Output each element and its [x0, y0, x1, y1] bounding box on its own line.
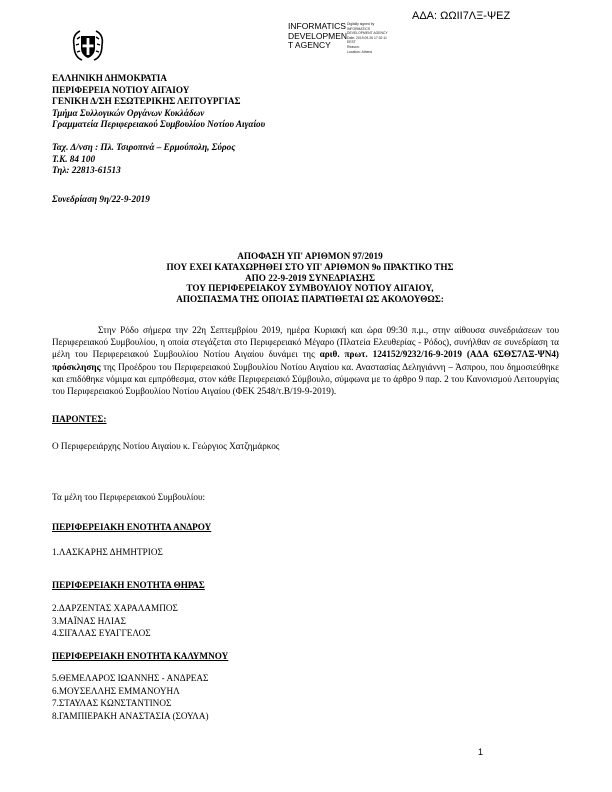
governor-line: Ο Περιφερειάρχης Νοτίου Αιγαίου κ. Γεώργιος Χατζημάρκος [52, 441, 280, 451]
address-block [52, 142, 235, 177]
list-item: 8.ΓΑΜΠΙΕΡΑΚΗ ΑΝΑΣΤΑΣΙΑ (ΣΟΥΛΑ) [52, 710, 209, 721]
header-directorate: ΓΕΝΙΚΗ Δ/ΣΗ ΕΣΩΤΕΡΙΚΗΣ ΛΕΙΤΟΥΡΓΙΑΣ [52, 96, 241, 107]
header-region: ΠΕΡΙΦΕΡΕΙΑ ΝΟΤΙΟΥ ΑΙΓΑΙΟΥ [52, 84, 190, 95]
list-item: 4.ΣΙΓΑΛΑΣ ΕΥΑΓΓΕΛΟΣ [52, 628, 151, 639]
list-item: 2.ΔΑΡΖΕΝΤΑΣ ΧΑΡΑΛΑΜΠΟΣ [52, 603, 178, 613]
section-heading-kalymnos: ΠΕΡΙΦΕΡΕΙΑΚΗ ΕΝΟΤΗΤΑ ΚΑΛΥΜΝΟΥ [52, 651, 229, 661]
member-list-kalymnos [52, 672, 209, 722]
address-phone: Τηλ: 22813-61513 [52, 165, 121, 176]
section-heading-andros: ΠΕΡΙΦΕΡΕΙΑΚΗ ΕΝΟΤΗΤΑ ΑΝΔΡΟΥ [52, 522, 212, 532]
present-label: ΠΑΡΟΝΤΕΣ: [52, 414, 107, 424]
digital-signature-block: Digitally signed by INFORMATICS DEVELOPMENT AGENCY Date: 2019.09.26 17:32:11 EEST Reason: Location: Athens [347, 22, 388, 54]
member-list-andros [52, 546, 163, 559]
decision-title: ΑΠΟΦΑΣΗ ΥΠ' ΑΡΙΘΜΟΝ 97/2019 ΠΟΥ ΕΧΕΙ ΚΑΤΑΧΩΡΗΘΕΙ ΣΤΟ ΥΠ' ΑΡΙΘΜΟΝ 9ο ΠΡΑΚΤΙΚΟ ΤΗΣ ΑΠΟ 22-9-2019 ΣΥΝΕΔΡΙΑΣΗΣ ΤΟΥ ΠΕΡΙΦΕΡΕΙΑΚΟΥ ΣΥΜΒΟΥΛΙΟΥ ΝΟΤΙΟΥ ΑΙΓΑΙΟΥ, ΑΠΟΣΠΑΣΜΑ ΤΗΣ ΟΠΟΙΑΣ ΠΑΡΑΤΙΘΕΤΑΙ ΩΣ ΑΚΟΛΟΥΘΩΣ: [166, 251, 454, 305]
list-item: 1.ΛΑΣΚΑΡΗΣ ΔΗΜΗΤΡΙΟΣ [52, 547, 163, 557]
section-heading-thira: ΠΕΡΙΦΕΡΕΙΑΚΗ ΕΝΟΤΗΤΑ ΘΗΡΑΣ [52, 580, 205, 590]
members-intro: Τα μέλη του Περιφερειακού Συμβουλίου: [52, 492, 206, 502]
greek-coat-of-arms-emblem [68, 25, 108, 65]
issuer-header [52, 73, 265, 131]
list-item: 7.ΣΤΑΥΛΑΣ ΚΩΝΣΤΑΝΤΙΝΟΣ [52, 698, 172, 709]
header-secretariat: Γραμματεία Περιφερειακού Συμβουλίου Νοτίου Αιγαίου [52, 119, 266, 130]
address-street: Ταχ. Δ/νση : Πλ. Τσιροπινά – Ερμούπολη, Σύρος [52, 142, 236, 152]
header-country: ΕΛΛΗΝΙΚΗ ΔΗΜΟΚΡΑΤΙΑ [52, 73, 167, 83]
agency-name: INFORMATICS DEVELOPMEN T AGENCY [288, 21, 348, 51]
member-list-thira [52, 602, 178, 640]
session-label: Συνεδρίαση 9η/22-9-2019 [52, 194, 150, 204]
address-postal: Τ.Κ. 84 100 [52, 153, 96, 164]
page-number: 1 [478, 747, 484, 757]
list-item: 3.ΜΑΪΝΑΣ ΗΛΙΑΣ [52, 615, 127, 626]
header-department: Τμήμα Συλλογικών Οργάνων Κυκλάδων [52, 107, 205, 118]
list-item: 6.ΜΟΥΣΕΛΛΗΣ ΕΜΜΑΝΟΥΗΛ [52, 685, 180, 696]
list-item: 5.ΘΕΜΕΛΑΡΟΣ ΙΩΑΝΝΗΣ - ΑΝΔΡΕΑΣ [52, 673, 209, 683]
ada-code: ΑΔΑ: ΩΩΙΙ7ΛΞ-ΨΕΖ [412, 10, 511, 22]
body-paragraph: Στην Ρόδο σήμερα την 22η Σεπτεμβρίου 2019, ημέρα Κυριακή και ώρα 09:30 π.μ., στην αίθουσα συνεδριάσεων του Περιφερειακού Συμβουλίου, η οποία στεγάζεται στο Περιφερειακό Μέγαρο (Πλατεία Ελευθερίας - Ρόδος), συνήλθαν σε συνεδρίαση τα μέλη του Περιφερειακού Συμβουλίου Νοτίου Αιγαίου δυνάμει της αριθ. πρωτ. 124152/9232/16-9-2019 (ΑΔΑ 6ΣΘΣ7ΛΞ-ΨΝ4) πρόσκλησης της Προέδρου του Περιφερειακού Συμβουλίου Νοτίου Αιγαίου κα. Αναστασίας Δεληγιάννη – Άσπρου, που δημοσιεύθηκε και επιδόθηκε νόμιμα και εμπρόθεσμα, στον κάθε Περιφερειακό Σύμβουλο, σύμφωνα με το άρθρο 9 παρ. 2 του Κανονισμού Λειτουργίας του Περιφερειακού Συμβουλίου Νοτίου Αιγαίου (ΦΕΚ 2548/τ.Β/19-9-2019). [52, 325, 559, 397]
